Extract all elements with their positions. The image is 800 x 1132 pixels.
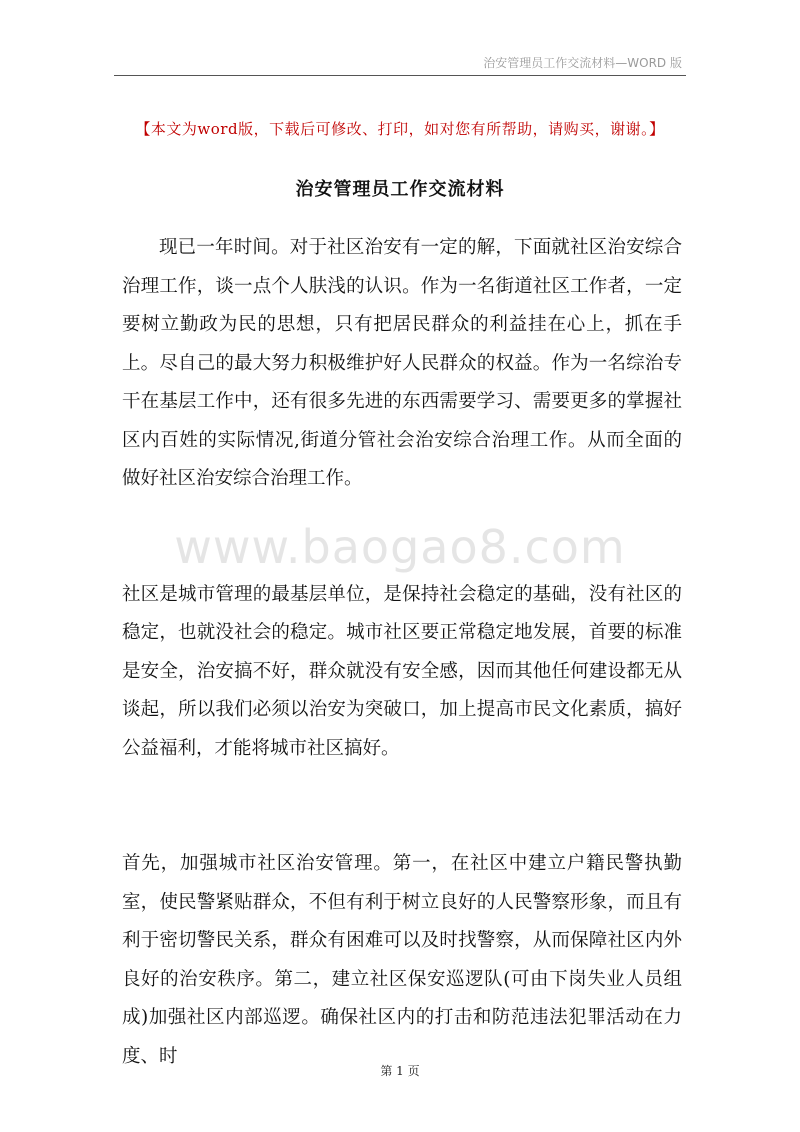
document-body bbox=[122, 229, 682, 1076]
paragraph-gap bbox=[122, 499, 682, 576]
purchase-notice: 【本文为word版，下载后可修改、打印，如对您有所帮助，请购买，谢谢。】 bbox=[135, 120, 665, 138]
paragraph-1: 现已一年时间。对于社区治安有一定的解，下面就社区治安综合治理工作，谈一点个人肤浅的认识。作为一名街道社区工作者，一定要树立勤政为民的思想，只有把居民群众的利益挂在心上，抓在手上。尽自己的最大努力积极维护好人民群众的权益。作为一名综治专干在基层工作中，还有很多先进的东西需要学习、需要更多的掌握社区内百姓的实际情况,街道分管社会治安综合治理工作。从而全面的做好社区治安综合治理工作。 bbox=[122, 237, 682, 489]
paragraph-2: 社区是城市管理的最基层单位，是保持社会稳定的基础，没有社区的稳定，也就没社会的稳定。城市社区要正常稳定地发展，首要的标准是安全，治安搞不好，群众就没有安全感，因而其他任何建设都无从谈起，所以我们必须以治安为突破口，加上提高市民文化素质，搞好公益福利，才能将城市社区搞好。 bbox=[122, 583, 682, 759]
paragraph-gap bbox=[122, 768, 682, 845]
header-divider bbox=[114, 75, 686, 76]
watermark: www.baogao8.com bbox=[174, 520, 626, 574]
document-title: 治安管理员工作交流材料 bbox=[295, 179, 505, 200]
page-number: 第 1 页 bbox=[380, 1064, 420, 1078]
running-header: 治安管理员工作交流材料—WORD 版 bbox=[483, 56, 682, 70]
paragraph-3: 首先，加强城市社区治安管理。第一，在社区中建立户籍民警执勤室，使民警紧贴群众，不但有利于树立良好的人民警察形象，而且有利于密切警民关系，群众有困难可以及时找警察，从而保障社区内外良好的治安秩序。第二，建立社区保安巡逻队(可由下岗失业人员组成)加强社区内部巡逻。确保社区内的打击和防范违法犯罪活动在力度、时 bbox=[122, 853, 682, 1067]
